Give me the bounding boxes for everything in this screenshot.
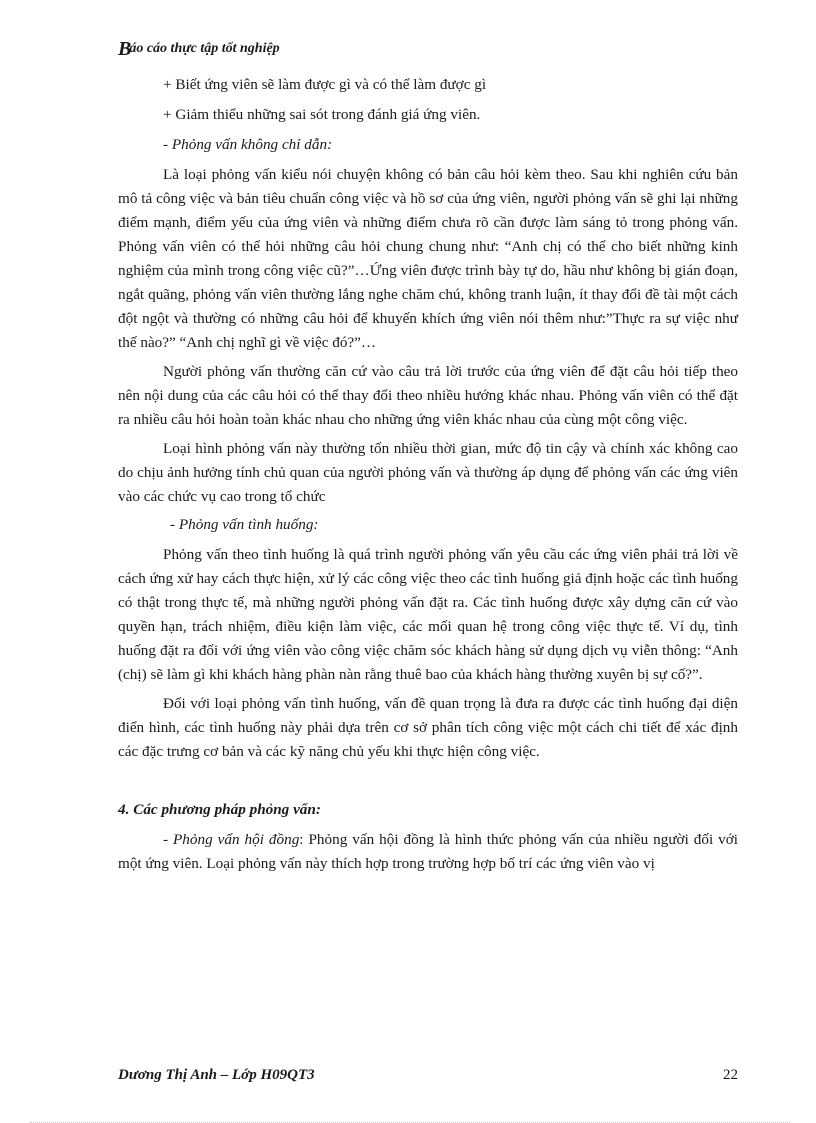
bullet-item: + Biết ứng viên sẽ làm được gì và có thể làm được gì [163,76,487,93]
paragraph: Là loại phỏng vấn kiểu nói chuyện không có bản câu hỏi kèm theo. Sau khi nghiên cứu bản mô tả công việc và bản tiêu chuẩn công việc và hồ sơ của ứng viên, người phỏng vấn sẽ ghi lại những điểm mạnh, điểm yếu của ứng viên và những điểm chưa rõ cần được làm sáng tỏ trong phỏng vấn. Phỏng vấn viên có thể hỏi những câu hỏi chung chung như: “Anh chị có thể cho biết những kinh nghiệm của mình trong công việc cũ?”…Ứng viên được trình bày tự do, hầu như không bị gián đoạn, ngắt quãng, phỏng vấn viên thường lắng nghe chăm chú, không tranh luận, ít thay đổi đề tài một cách đột ngột và thường có những câu hỏi để khuyến khích ứng viên nói thêm như:”Thực ra sự việc như thế nào?” “Anh chị nghĩ gì về việc đó?”… [118,166,738,351]
bullet-item: + Giảm thiểu những sai sót trong đánh giá ứng viên. [163,106,481,123]
body-text [118,73,738,876]
subsection-heading-situational: - Phỏng vấn tình huống: [170,516,319,533]
header-initial: B [118,38,132,60]
paragraph-methods [118,828,738,876]
subsection-heading-unstructured: - Phỏng vấn không chỉ dẫn: [163,136,333,153]
page-number: 22 [723,1067,738,1083]
footer-author: Dương Thị Anh – Lớp H09QT3 [118,1067,315,1083]
paragraph: Phỏng vấn theo tình huống là quá trình người phỏng vấn yêu cầu các ứng viên phải trả lời về cách ứng xử hay cách thực hiện, xử lý các công việc theo các tình huống giả định hoặc các tình huống có thật trong thực tế, mà những người phỏng vấn đặt ra. Các tình huống được xây dựng căn cứ vào quyền hạn, trách nhiệm, điều kiện làm việc, các mối quan hệ trong công việc thực tế. Ví dụ, tình huống đặt ra đối với ứng viên vào công việc chăm sóc khách hàng sử dụng dịch vụ viễn thông: “Anh (chị) sẽ làm gì khi khách hàng phàn nàn rằng thuê bao của khách hàng thường xuyên bị sự cố?”. [118,546,738,683]
paragraph: Đối với loại phỏng vấn tình huống, vấn đề quan trọng là đưa ra được các tình huống đại diện điển hình, các tình huống này phải dựa trên cơ sở phân tích công việc một cách chi tiết để xác định các đặc trưng cơ bản và các kỹ năng chủ yếu khi thực hiện công việc. [118,695,738,760]
page-footer [118,1067,738,1084]
lead-italic: - Phỏng vấn hội đồng [163,831,300,848]
paragraph: Người phỏng vấn thường căn cứ vào câu trả lời trước của ứng viên để đặt câu hỏi tiếp theo nên nội dung của các câu hỏi có thể thay đổi theo nhiều hướng khác nhau. Phỏng vấn viên có thể đặt ra nhiều câu hỏi hoàn toàn khác nhau cho những ứng viên khác nhau của cùng một công việc. [118,363,738,428]
header-title: áo cáo thực tập tốt nghiệp [129,41,280,56]
paragraph: Loại hình phỏng vấn này thường tốn nhiều thời gian, mức độ tin cậy và chính xác không cao do chịu ảnh hưởng tính chủ quan của người phỏng vấn và thường áp dụng để phỏng vấn các ứng viên vào các chức vụ cao trong tổ chức [118,440,738,505]
page-header [118,38,280,61]
section-heading-methods: 4. Các phương pháp phỏng vấn: [118,801,321,818]
lead-rest: : Phỏng vấn hội đồng là hình thức phỏng vấn của nhiều người đối với một ứng viên. Loại phỏng vấn này thích hợp trong trường hợp bố trí các ứng viên vào vị [118,831,738,872]
